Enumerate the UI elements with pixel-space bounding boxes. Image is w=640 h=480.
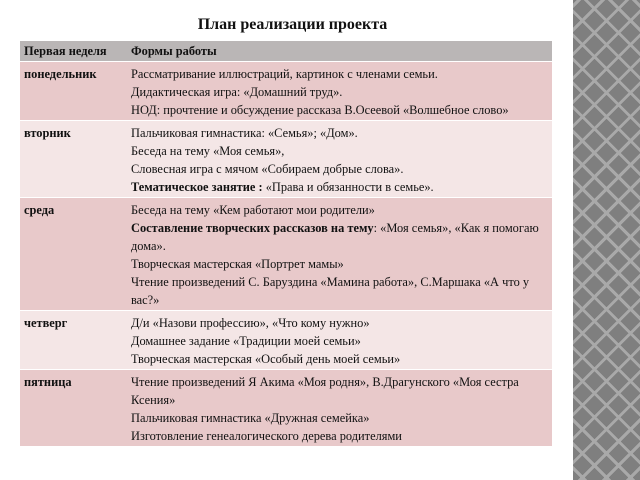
activity-text: Беседа на тему «Кем работают мои родители»	[131, 203, 375, 217]
activity-text: Изготовление генеалогического дерева родителями	[131, 429, 402, 443]
activity-text: Д/и «Назови профессию», «Что кому нужно»	[131, 316, 370, 330]
activity-text: Дидактическая игра: «Домашний труд».	[131, 85, 343, 99]
table-header-row	[20, 41, 552, 62]
activity-line	[131, 427, 548, 445]
activity-line	[131, 409, 548, 427]
activity-text: Домашнее задание «Традиции моей семьи»	[131, 334, 361, 348]
activities-cell	[127, 198, 552, 311]
activity-text: Чтение произведений С. Баруздина «Мамина работа», С.Маршака «А что у вас?»	[131, 275, 530, 307]
column-header-forms: Формы работы	[127, 41, 552, 62]
day-cell: среда	[20, 198, 127, 311]
activity-line	[131, 101, 548, 119]
table-row	[20, 370, 552, 447]
activity-text-bold: Составление творческих рассказов на тему	[131, 221, 374, 235]
activity-line	[131, 201, 548, 219]
activity-text: : «Моя семья», «Как я помогаю дома».	[131, 221, 539, 253]
activity-text: Беседа на тему «Моя семья»,	[131, 144, 285, 158]
activity-text: НОД: прочтение и обсуждение рассказа В.Осеевой «Волшебное слово»	[131, 103, 509, 117]
activity-line	[131, 83, 548, 101]
activity-line	[131, 160, 548, 178]
activity-line	[131, 255, 548, 273]
activities-cell	[127, 121, 552, 198]
day-cell: вторник	[20, 121, 127, 198]
activity-line	[131, 178, 548, 196]
column-header-week: Первая неделя	[20, 41, 127, 62]
table-row	[20, 311, 552, 370]
activity-text: Творческая мастерская «Особый день моей семьи»	[131, 352, 401, 366]
activity-text: «Права и обязанности в семье».	[265, 180, 434, 194]
project-plan-table	[20, 41, 552, 447]
activity-line	[131, 373, 548, 409]
day-cell: четверг	[20, 311, 127, 370]
table-row	[20, 121, 552, 198]
activities-cell	[127, 311, 552, 370]
decorative-side-pattern	[573, 0, 640, 480]
activity-text: Пальчиковая гимнастика: «Семья»; «Дом».	[131, 126, 358, 140]
table-body	[20, 62, 552, 447]
activity-line	[131, 219, 548, 255]
table-row	[20, 62, 552, 121]
activity-text: Творческая мастерская «Портрет мамы»	[131, 257, 344, 271]
activity-line	[131, 124, 548, 142]
activity-line	[131, 350, 548, 368]
activity-text: Словесная игра с мячом «Собираем добрые слова».	[131, 162, 404, 176]
activity-text: Пальчиковая гимнастика «Дружная семейка»	[131, 411, 370, 425]
activities-cell	[127, 370, 552, 447]
page-title: План реализации проекта	[197, 16, 388, 33]
activity-text: Рассматривание иллюстраций, картинок с членами семьи.	[131, 67, 438, 81]
activity-line	[131, 142, 548, 160]
activity-line	[131, 65, 548, 83]
activity-line	[131, 332, 548, 350]
activity-text-bold: Тематическое занятие :	[131, 180, 266, 194]
day-cell: пятница	[20, 370, 127, 447]
activity-line	[131, 273, 548, 309]
activity-text: Чтение произведений Я Акима «Моя родня», В.Драгунского «Моя сестра Ксения»	[131, 375, 519, 407]
activities-cell	[127, 62, 552, 121]
activity-line	[131, 314, 548, 332]
day-cell: понедельник	[20, 62, 127, 121]
table-row	[20, 198, 552, 311]
